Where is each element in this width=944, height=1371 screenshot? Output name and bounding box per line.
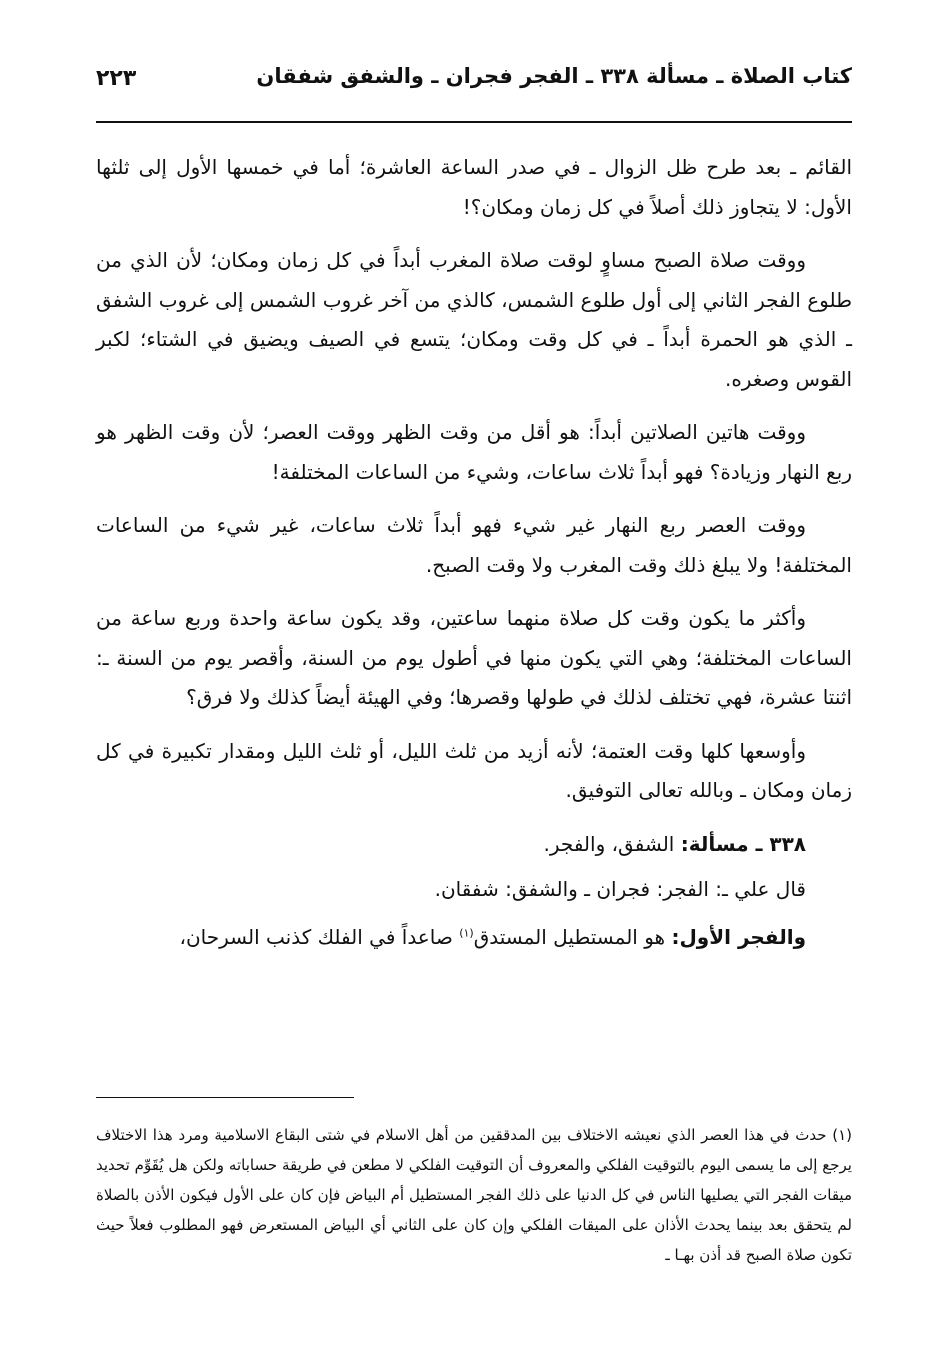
paragraph-continuation: القائم ـ بعد طرح ظل الزوال ـ في صدر الساعة العاشرة؛ أما في خمسها الأول إلى ثلثها الأول: لا يتجاوز ذلك أصلاً في كل زمان ومكان؟! [96,155,852,219]
footnote-rule [96,1097,354,1098]
body-text [96,148,852,963]
header-rule [96,121,852,123]
paragraph-durations: وأكثر ما يكون وقت كل صلاة منهما ساعتين، وقد يكون ساعة واحدة وربع ساعة من الساعات المختلفة؛ وهي التي يكون منها في أطول يوم من السنة، وأقصر يوم من السنة ـ: اثنتا عشرة، فهي تختلف لذلك في طولها وقصرها؛ وفي الهيئة أيضاً كذلك ولا فرق؟ [96,606,852,709]
first-dawn-label: والفجر الأول: [671,924,806,949]
paragraph-fajr-maghrib: ووقت صلاة الصبح مساوٍ لوقت صلاة المغرب أبداً في كل زمان ومكان؛ لأن الذي من طلوع الفجر الثاني إلى أول طلوع الشمس، كالذي من آخر غروب الشمس إلى غروب الشفق ـ الذي هو الحمرة أبداً ـ في كل وقت ومكان؛ يتسع في الصيف ويضيق في الشتاء؛ لكبر القوس وصغره. [96,248,852,391]
first-dawn-text: هو المستطيل المستدق [473,924,666,949]
first-dawn-line [96,918,852,958]
footnote-text: (١) حدث في هذا العصر الذي نعيشه الاختلاف بين المدققين من أهل الاسلام في شتى البقاع الاسلامية ومرد هذا الاختلاف يرجع إلى ما يسمى اليوم بالتوقيت الفلكي والمعروف أن التوقيت الفلكي لا مطعن في طريقة حساباته ولكن هل يُقَوِّم تحديد ميقات الفجر التي يصليها الناس في كل الدنيا على ذلك الفجر المستطيل أم البياض فإن كان على الأول فيكون الأذن بالصلاة لم يتحقق بعد بينما يحدث الأذان على الميقات الفلكي وإن كان على الثاني أي البياض المستعرض فهو المطلوب فعلاً حيث تكون صلاة الصبح قد أذن بهـا ـ [96,1126,852,1264]
paragraph-asr: ووقت العصر ربع النهار غير شيء فهو أبداً ثلاث ساعات، غير شيء من الساعات المختلفة! ولا يبلغ ذلك وقت المغرب ولا وقت الصبح. [96,513,852,577]
page-number: ٢٢٣ [96,66,137,91]
running-header [96,62,852,108]
paragraph-dhuhr: ووقت هاتين الصلاتين أبداً: هو أقل من وقت الظهر ووقت العصر؛ لأن وقت الظهر هو ربع النهار وزيادة؟ فهو أبداً ثلاث ساعات، وشيء من الساعات المختلفة! [96,420,852,484]
first-dawn-text-continued: صاعداً في الفلك كذنب السرحان، [179,924,453,949]
issue-heading [96,825,852,865]
issue-title: الشفق، والفجر. [543,831,675,856]
footnote-reference[interactable]: (١) [459,925,474,939]
running-title: كتاب الصلاة ـ مسألة ٣٣٨ ـ الفجر فجران ـ والشفق شفقان [256,64,852,88]
paragraph-isha: وأوسعها كلها وقت العتمة؛ لأنه أزيد من ثلث الليل، أو ثلث الليل ومقدار تكبيرة في كل زمان ومكان ـ وبالله تعالى التوفيق. [96,738,852,802]
issue-label: ٣٣٨ ـ مسألة: [680,831,806,856]
quote-line: قال علي ـ: الفجر: فجران ـ والشفق: شفقان. [434,877,806,901]
footnote [96,1120,852,1270]
